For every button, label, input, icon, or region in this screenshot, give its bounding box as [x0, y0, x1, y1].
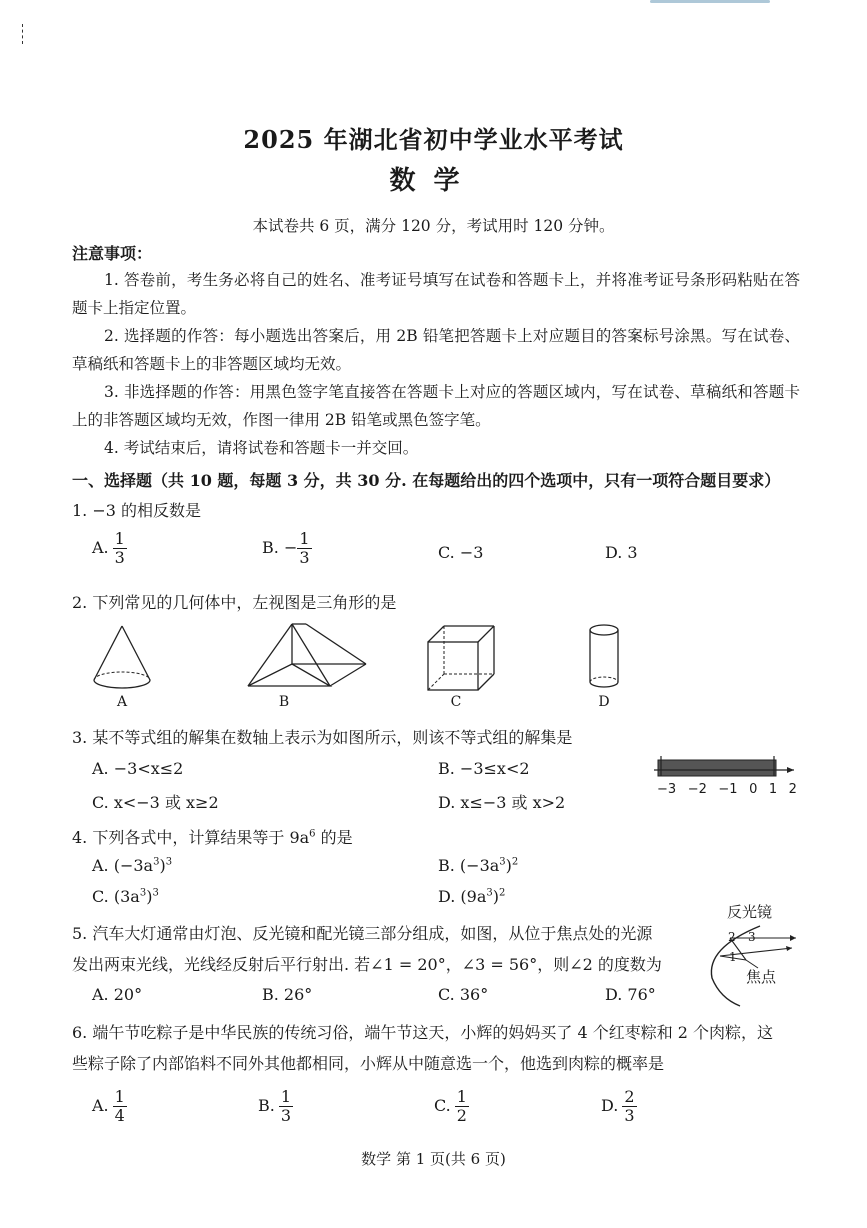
q3-stem: 3. 某不等式组的解集在数轴上表示为如图所示，则该不等式组的解集是: [72, 728, 573, 747]
q6-option-d: D. $\frac{2}{3}$: [601, 1087, 635, 1125]
q5-option-a: A. 20°: [92, 985, 143, 1004]
q6-option-c: C. $\frac{1}{2}$: [434, 1087, 467, 1125]
exam-subject: 数学: [389, 166, 478, 196]
cube-shape: [428, 626, 494, 690]
q5-focus-label: 焦点: [746, 968, 777, 986]
q1-option-a: A. $\frac{1}{3}$: [92, 529, 125, 567]
notice-item-4: 4. 考试结束后，请将试卷和答题卡一并交回。: [104, 439, 419, 457]
q3-axis-labels: [657, 782, 797, 797]
tick-label: −2: [687, 782, 707, 797]
q1-stem: 1. −3 的相反数是: [72, 501, 202, 520]
section-heading: 一、选择题（共 10 题，每题 3 分，共 30 分. 在每题给出的四个选项中，只有一项符合题目要求）: [72, 471, 781, 490]
prism-shape: [248, 624, 366, 686]
q1-option-b: B. − $\frac{1}{3}$: [262, 529, 310, 567]
cone-shape: [94, 626, 150, 688]
q4-option-b: B. $(-3a^3)^2$: [438, 856, 519, 875]
q2-label-a: A: [116, 694, 128, 710]
page-footer: 数学 第 1 页(共 6 页): [361, 1150, 506, 1168]
q4-option-c: C. $(3a^3)^3$: [92, 887, 159, 906]
q5-line-1: 5. 汽车大灯通常由灯泡、反光镜和配光镜三部分组成，如图，从位于焦点处的光源: [72, 924, 653, 943]
tick-label: 2: [788, 782, 797, 797]
q5-option-c: C. 36°: [438, 985, 489, 1004]
q1-option-d: D. 3: [605, 543, 638, 562]
notice-item-1: 1. 答卷前，考生务必将自己的姓名、准考证号填写在试卷和答题卡上，并将准考证号条形码粘贴在答题卡上指定位置。: [72, 271, 800, 317]
q2-label-b: B: [278, 694, 290, 710]
tick-label: 1: [768, 782, 778, 797]
q6-option-b: B. $\frac{1}{3}$: [258, 1087, 292, 1125]
q3-option-d: D. x≤−3 或 x>2: [438, 793, 566, 812]
q5-angle-2: 2: [728, 930, 736, 944]
q5-mirror-label: 反光镜: [727, 903, 773, 921]
q4-option-a: A. $(-3a^3)^3$: [92, 856, 173, 875]
q3-number-line: [654, 752, 800, 782]
q5-option-b: B. 26°: [262, 985, 313, 1004]
q1-option-c: C. −3: [438, 543, 484, 562]
q2-label-c: C: [450, 694, 462, 710]
q5-angle-3: 3: [748, 930, 756, 944]
notice-item-3: 3. 非选择题的作答：用黑色签字笔直接答在答题卡上对应的答题区域内，写在试卷、草稿纸和答题卡上的非答题区域均无效，作图一律用 2B 铅笔或黑色签字笔。: [72, 383, 800, 429]
q5-angle-1: 1: [729, 950, 737, 964]
q2-solids-figure: [80, 620, 800, 698]
q3-option-b: B. −3≤x<2: [438, 759, 530, 778]
q6-option-a: A. $\frac{1}{4}$: [92, 1087, 125, 1125]
q4-option-d: D. $(9a^3)^2$: [438, 887, 506, 906]
exam-title: 2025 年湖北省初中学业水平考试: [243, 125, 624, 154]
q2-label-d: D: [598, 694, 610, 710]
exam-info: 本试卷共 6 页，满分 120 分，考试用时 120 分钟。: [252, 217, 615, 235]
tick-label: 0: [749, 782, 758, 797]
corner-mark: [22, 24, 24, 44]
q6-line-1: 6. 端午节吃粽子是中华民族的传统习俗，端午节这天，小辉的妈妈买了 4 个红枣粽和 2 个肉粽，这: [72, 1023, 774, 1042]
q5-option-d: D. 76°: [605, 985, 656, 1004]
q6-line-2: 些粽子除了内部馅料不同外其他都相同，小辉从中随意选一个，他选到肉粽的概率是: [72, 1054, 665, 1073]
notice-item-2: 2. 选择题的作答：每小题选出答案后，用 2B 铅笔把答题卡上对应题目的答案标号涂黑。写在试卷、草稿纸和答题卡上的非答题区域均无效。: [72, 327, 800, 373]
q5-line-2: 发出两束光线，光线经反射后平行射出. 若∠1 = 20°，∠3 = 56°，则∠2 的度数为: [72, 955, 662, 974]
tick-label: −3: [657, 782, 677, 797]
tick-label: −1: [718, 782, 738, 797]
cylinder-shape: [590, 625, 618, 687]
top-edge-mark: [650, 0, 770, 3]
q4-stem: 4. 下列各式中，计算结果等于 $9a^6$ 的是: [72, 828, 353, 847]
notice-heading: 注意事项：: [72, 244, 153, 263]
q3-option-a: A. −3<x≤2: [92, 759, 184, 778]
q2-stem: 2. 下列常见的几何体中，左视图是三角形的是: [72, 593, 397, 612]
q3-option-c: C. x<−3 或 x≥2: [92, 793, 219, 812]
